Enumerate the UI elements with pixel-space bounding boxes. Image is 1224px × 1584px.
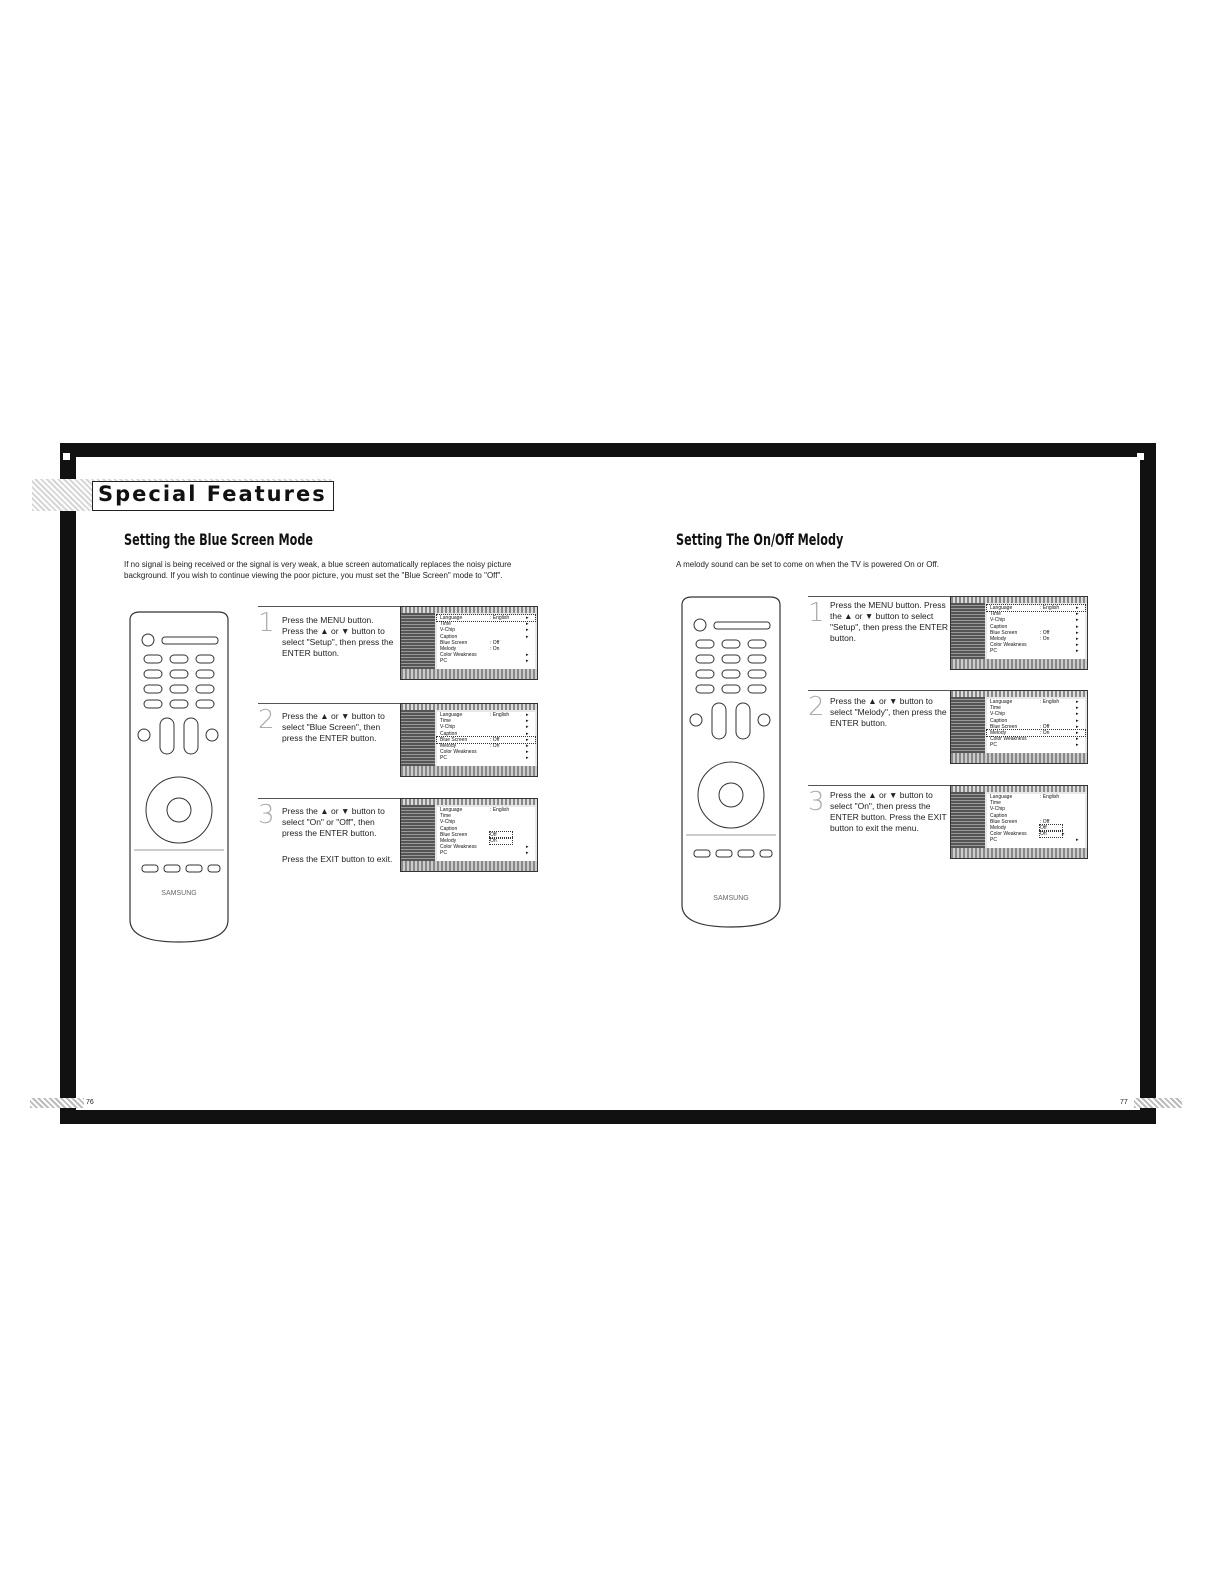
step-text-extra: Press the EXIT button to exit. xyxy=(282,854,393,864)
page-number-right: 77 xyxy=(1120,1099,1128,1106)
step-number: 3 xyxy=(808,787,825,817)
remote-control-right xyxy=(676,595,786,930)
step-text: Press the ▲ or ▼ button to select "Blue Screen", then press the ENTER button. xyxy=(282,711,385,743)
footer-stripe-right xyxy=(1134,1098,1182,1108)
step-text: Press the ▲ or ▼ button to select "Melody", then press the ENTER button. xyxy=(830,696,947,728)
corner-mark xyxy=(1137,453,1144,460)
page-number-left: 76 xyxy=(86,1099,94,1106)
corner-mark xyxy=(63,453,70,460)
osd-screen: Language : English ▸ Time ▸ V-Chip ▸ Caption ▸ Blue Screen : Off ▸ Melody : On ▸ Color Weakness ▸ PC ▸ xyxy=(400,703,538,777)
page-frame-top xyxy=(60,443,1156,457)
remote-brand: SAMSUNG xyxy=(713,895,749,902)
footer-stripe-left xyxy=(30,1098,84,1108)
step-number: 3 xyxy=(258,800,275,830)
step-text: Press the MENU button. Press the ▲ or ▼ button to select "Setup", then press the ENTER button. xyxy=(282,615,394,658)
page-frame-left xyxy=(60,443,76,1124)
step-number: 1 xyxy=(258,608,275,638)
right-intro: A melody sound can be set to come on when the TV is powered On or Off. xyxy=(676,560,939,569)
section-title: Special Features xyxy=(98,482,327,506)
remote-brand: SAMSUNG xyxy=(161,890,197,897)
step-number: 1 xyxy=(808,598,825,628)
step-text: Press the ▲ or ▼ button to select "On", then press the ENTER button. Press the EXIT button to exit the menu. xyxy=(830,790,947,833)
left-intro: If no signal is being received or the signal is very weak, a blue screen automatically replaces the noisy picture background. If you wish to continue viewing the poor picture, you must set the "Blue Screen" mode to "Off". xyxy=(124,560,512,580)
osd-screen: Language : English Time V-Chip Caption Blue Screen Off Melody On Color Weakness ▸ PC ▸ xyxy=(400,798,538,872)
osd-screen: Language : English Time V-Chip Caption Blue Screen : Off Melody Off Color Weakness On ▸ PC ▸ xyxy=(950,785,1088,859)
remote-control-left xyxy=(124,610,234,945)
left-heading: Setting the Blue Screen Mode xyxy=(124,530,313,549)
osd-screen: Language : English ▸ Time ▸ V-Chip ▸ Caption ▸ Blue Screen : Off ▸ Melody : On ▸ Color Weakness ▸ PC ▸ xyxy=(950,596,1088,670)
osd-screen: Language : English ▸ Time ▸ V-Chip ▸ Caption ▸ Blue Screen : Off ▸ Melody : On ▸ Color Weakness ▸ PC ▸ xyxy=(950,690,1088,764)
page-frame-right xyxy=(1140,443,1156,1124)
step-text: Press the MENU button. Press the ▲ or ▼ button to select "Setup", then press the ENTER button. xyxy=(830,600,949,643)
page-frame-bottom xyxy=(60,1110,1156,1124)
right-heading: Setting The On/Off Melody xyxy=(676,530,844,549)
osd-screen: Language : English ▸ Time ▸ V-Chip ▸ Caption ▸ Blue Screen : Off Melody : On Color Weakness ▸ PC ▸ xyxy=(400,606,538,680)
step-number: 2 xyxy=(808,692,825,722)
step-number: 2 xyxy=(258,705,275,735)
step-text: Press the ▲ or ▼ button to select "On" or "Off", then press the ENTER button. xyxy=(282,806,385,838)
